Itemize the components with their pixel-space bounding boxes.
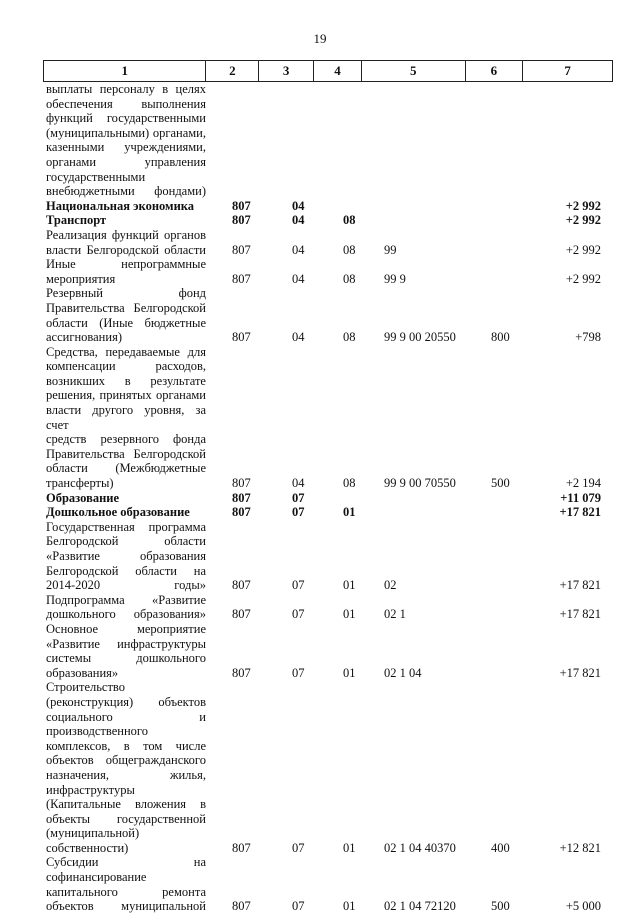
description-line: Основное мероприятие: [46, 621, 206, 636]
cell-col-3: 04: [292, 476, 305, 491]
description-line: объектов муниципальной: [46, 899, 206, 914]
description-line: Иные непрограммные: [46, 257, 206, 272]
description-line: казенными учреждениями,: [46, 140, 206, 155]
description-line: (Капитальные вложения в: [46, 797, 206, 812]
description-line: капитального ремонта: [46, 884, 206, 899]
table-header: [43, 60, 613, 82]
table-row: [0, 622, 640, 680]
cell-col-3: 07: [292, 578, 305, 593]
header-col-4: 4: [314, 61, 362, 81]
description-line: комплексов, в том числе: [46, 738, 206, 753]
cell-col-5: 02 1: [384, 607, 406, 622]
cell-col-3: 04: [292, 330, 305, 345]
row-description: [46, 622, 206, 680]
cell-col-7: +17 821: [559, 578, 601, 593]
description-line: дошкольного образования»: [46, 607, 206, 622]
cell-col-2: 807: [232, 505, 251, 520]
cell-col-2: 807: [232, 198, 251, 213]
description-line: внебюджетными фондами): [46, 184, 206, 199]
cell-col-7: +17 821: [559, 505, 601, 520]
cell-col-6: 800: [491, 330, 510, 345]
cell-col-3: 04: [292, 242, 305, 257]
description-line: Правительства Белгородской: [46, 300, 206, 315]
row-description: [46, 593, 206, 622]
cell-col-7: +11 079: [560, 490, 601, 505]
description-line: Образование: [46, 490, 120, 505]
description-line: Подпрограмма «Развитие: [46, 592, 206, 607]
cell-col-3: 07: [292, 665, 305, 680]
cell-col-4: 01: [343, 840, 356, 855]
page-number: 19: [313, 31, 327, 46]
description-line: трансферты): [46, 476, 114, 491]
description-line: органами управления: [46, 154, 206, 169]
cell-col-2: 807: [232, 665, 251, 680]
description-line: Средства, передаваемые для: [46, 344, 206, 359]
cell-col-2: 807: [232, 476, 251, 491]
description-line: «Развитие образования: [46, 549, 206, 563]
header-col-3: 3: [259, 61, 314, 81]
description-line: образования»: [46, 665, 119, 680]
cell-col-7: +2 194: [565, 476, 601, 491]
description-line: власти другого уровня, за счет: [46, 403, 206, 432]
table-row: [0, 680, 640, 855]
description-line: компенсации расходов,: [46, 359, 206, 374]
header-col-7: 7: [564, 63, 571, 78]
description-line: производственного: [46, 724, 148, 739]
row-description: [46, 505, 206, 520]
table-row: [0, 82, 640, 199]
row-description: [46, 257, 206, 286]
description-line: Белгородской области на: [46, 563, 206, 578]
description-line: (реконструкция) объектов: [46, 694, 206, 709]
cell-col-4: 01: [343, 899, 356, 914]
cell-col-7: +17 821: [559, 607, 601, 622]
table-row: [0, 213, 640, 228]
table-row: [0, 286, 640, 344]
description-line: ассигнования): [46, 330, 122, 345]
cell-col-4: 08: [343, 476, 356, 491]
description-line: Национальная экономика: [46, 198, 195, 213]
cell-col-5: 02 1 04: [384, 665, 422, 680]
description-line: выплаты персоналу в целях: [46, 82, 206, 96]
table-row: [0, 593, 640, 622]
cell-col-3: 07: [292, 899, 305, 914]
cell-col-3: 04: [292, 198, 305, 213]
row-description: [46, 228, 206, 257]
description-line: собственности): [46, 840, 129, 855]
cell-col-2: 807: [232, 840, 251, 855]
cell-col-3: 07: [292, 505, 305, 520]
description-line: системы дошкольного: [46, 651, 206, 666]
description-line: обеспечения выполнения: [46, 96, 206, 111]
table-row: [0, 228, 640, 257]
description-line: Транспорт: [46, 213, 107, 228]
cell-col-5: 99 9 00 20550: [384, 330, 456, 345]
cell-col-2: 807: [232, 490, 251, 505]
description-line: области (Межбюджетные: [46, 461, 206, 476]
description-line: софинансирование: [46, 870, 147, 885]
description-line: возникших в результате: [46, 373, 206, 388]
description-line: Субсидии на: [46, 855, 206, 870]
cell-col-2: 807: [232, 271, 251, 286]
cell-col-7: +5 000: [565, 899, 601, 914]
table-row: [0, 505, 640, 520]
cell-col-3: 07: [292, 840, 305, 855]
row-description: [46, 345, 206, 491]
header-col-6: 6: [466, 61, 524, 81]
cell-col-3: 04: [292, 271, 305, 286]
cell-col-6: 400: [491, 840, 510, 855]
table-body: [0, 82, 640, 914]
cell-col-2: 807: [232, 899, 251, 914]
description-line: Государственная программа: [46, 519, 206, 534]
description-line: Белгородской области: [46, 534, 206, 549]
row-description: [46, 199, 206, 214]
header-col-5: 5: [362, 61, 466, 81]
cell-col-4: 08: [343, 213, 356, 228]
row-description: [46, 491, 206, 506]
description-line: (муниципальной): [46, 826, 140, 841]
row-description: [46, 855, 206, 913]
row-description: [46, 680, 206, 855]
description-line: мероприятия: [46, 271, 116, 286]
description-line: Реализация функций органов: [46, 227, 206, 242]
row-description: [46, 82, 206, 199]
cell-col-5: 02 1 04 72120: [384, 899, 456, 914]
description-line: власти Белгородской области: [46, 242, 206, 257]
description-line: социального и: [46, 709, 206, 724]
description-line: назначения, жилья,: [46, 767, 206, 782]
cell-col-6: 500: [491, 899, 510, 914]
description-line: объекты государственной: [46, 811, 206, 826]
description-line: решения, принятых органами: [46, 388, 206, 403]
table-row: [0, 257, 640, 286]
cell-col-7: +12 821: [559, 840, 601, 855]
cell-col-7: +2 992: [565, 242, 601, 257]
row-description: [46, 286, 206, 344]
cell-col-2: 807: [232, 213, 251, 228]
description-line: средств резервного фонда: [46, 432, 206, 447]
cell-col-4: 01: [343, 665, 356, 680]
table-row: [0, 199, 640, 214]
description-line: (муниципальными) органами,: [46, 125, 206, 140]
cell-col-5: 99 9: [384, 271, 406, 286]
cell-col-6: 500: [491, 476, 510, 491]
description-line: области (Иные бюджетные: [46, 315, 206, 330]
description-line: Дошкольное образование: [46, 505, 190, 520]
description-line: «Развитие инфраструктуры: [46, 636, 206, 651]
cell-col-7: +17 821: [559, 665, 601, 680]
description-line: Правительства Белгородской: [46, 446, 206, 461]
description-line: 2014-2020 годы»: [46, 578, 206, 593]
table-row: [0, 520, 640, 593]
table-row: [0, 345, 640, 491]
description-line: объектов общегражданского: [46, 753, 206, 768]
cell-col-2: 807: [232, 578, 251, 593]
header-col-2: 2: [206, 61, 259, 81]
description-line: функций государственными: [46, 111, 206, 126]
cell-col-4: 01: [343, 505, 356, 520]
cell-col-5: 02: [384, 578, 397, 593]
cell-col-4: 08: [343, 242, 356, 257]
cell-col-7: +2 992: [565, 271, 601, 286]
cell-col-4: 01: [343, 607, 356, 622]
cell-col-4: 01: [343, 578, 356, 593]
cell-col-4: 08: [343, 271, 356, 286]
description-line: Резервный фонд: [46, 286, 206, 301]
cell-col-3: 07: [292, 607, 305, 622]
cell-col-2: 807: [232, 607, 251, 622]
cell-col-2: 807: [232, 330, 251, 345]
cell-col-5: 02 1 04 40370: [384, 840, 456, 855]
cell-col-3: 07: [292, 490, 305, 505]
cell-col-3: 04: [292, 213, 305, 228]
header-col-1: 1: [44, 61, 206, 81]
description-line: инфраструктуры: [46, 782, 135, 797]
cell-col-7: +798: [575, 330, 601, 345]
cell-col-4: 08: [343, 330, 356, 345]
description-line: государственными: [46, 169, 146, 184]
table-row: [0, 855, 640, 913]
cell-col-5: 99 9 00 70550: [384, 476, 456, 491]
description-line: Строительство: [46, 680, 126, 695]
row-description: [46, 213, 206, 228]
table-row: [0, 491, 640, 506]
cell-col-7: +2 992: [565, 198, 601, 213]
row-description: [46, 520, 206, 593]
cell-col-5: 99: [384, 242, 397, 257]
cell-col-2: 807: [232, 242, 251, 257]
cell-col-7: +2 992: [565, 213, 601, 228]
